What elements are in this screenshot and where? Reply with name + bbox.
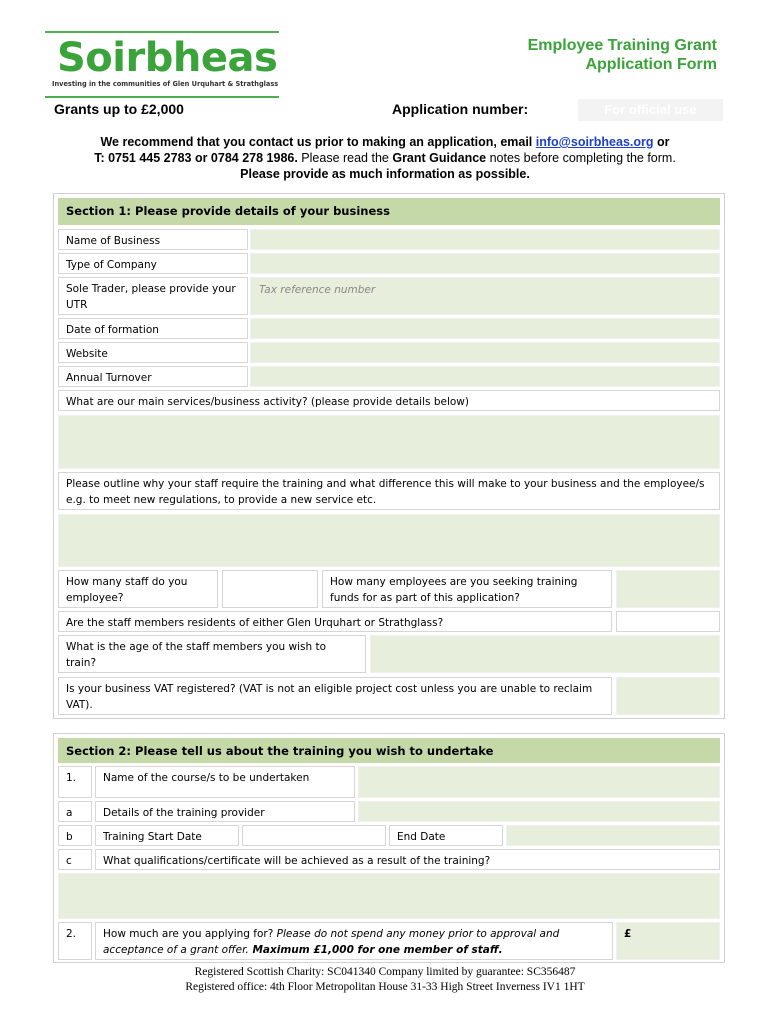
residents-label: Are the staff members residents of either Glen Urquhart or Strathglass?: [58, 611, 612, 632]
outline-training-field[interactable]: [58, 514, 720, 567]
application-number-label: Application number:: [392, 101, 529, 117]
email-link[interactable]: info@soirbheas.org: [535, 135, 654, 149]
grants-limit: Grants up to £2,000: [54, 101, 184, 117]
main-services-label: What are our main services/business activity? (please provide details below): [58, 390, 720, 411]
section-2: [53, 733, 725, 963]
row-letter-c: c: [58, 849, 92, 870]
employees-seeking-field[interactable]: [616, 570, 720, 608]
row-number-1: 1.: [58, 766, 92, 798]
intro-text: We recommend that you contact us prior to making an application, email info@soirbheas.org or T: 0751 445 2783 or 0784 278 1986. Please read the Grant Guidance notes before completing the form. Please provide as much information as possible.: [94, 135, 676, 181]
course-name-field[interactable]: [358, 766, 720, 798]
start-date-label: Training Start Date: [95, 825, 239, 846]
section-1: [53, 193, 725, 719]
form-title: Employee Training Grant Application Form: [527, 37, 717, 73]
annual-turnover-label: Annual Turnover: [58, 366, 248, 387]
type-of-company-label: Type of Company: [58, 253, 248, 274]
footer-charity: Registered Scottish Charity: SC041340 Company limited by guarantee: SC356487: [194, 966, 576, 978]
type-of-company-field[interactable]: [250, 253, 720, 274]
outline-training-label: Please outline why your staff require the training and what difference this will make to your business and the employee/s e.g. to meet new regulations, to provide a new service etc.: [58, 472, 720, 510]
row-letter-b: b: [58, 825, 92, 846]
qualifications-field[interactable]: [58, 873, 720, 919]
start-date-field[interactable]: [242, 825, 386, 846]
staff-count-label: How many staff do you employee?: [58, 570, 218, 608]
section-1-header: Section 1: Please provide details of your business: [58, 198, 720, 225]
qualifications-label: What qualifications/certificate will be achieved as a result of the training?: [95, 849, 720, 870]
annual-turnover-field[interactable]: [250, 366, 720, 387]
course-name-label: Name of the course/s to be undertaken: [95, 766, 355, 798]
grant-amount-label: How much are you applying for? Please do not spend any money prior to approval and acceptance of a grant offer. Maximum £1,000 for one member of staff.: [95, 922, 613, 960]
training-provider-field[interactable]: [358, 801, 720, 822]
row-letter-a: a: [58, 801, 92, 822]
footer-address: Registered office: 4th Floor Metropolitan House 31-33 High Street Inverness IV1 1HT: [185, 981, 585, 993]
row-number-2: 2.: [58, 922, 92, 960]
residents-field[interactable]: [616, 611, 720, 632]
end-date-label: End Date: [389, 825, 503, 846]
grant-amount-field[interactable]: £: [616, 922, 720, 960]
main-services-field[interactable]: [58, 415, 720, 469]
staff-count-field[interactable]: [222, 570, 318, 608]
date-of-formation-label: Date of formation: [58, 318, 248, 339]
sole-trader-utr-label: Sole Trader, please provide your UTR: [58, 277, 248, 315]
section-2-header: Section 2: Please tell us about the training you wish to undertake: [58, 738, 720, 763]
name-of-business-label: Name of Business: [58, 229, 248, 250]
training-provider-label: Details of the training provider: [95, 801, 355, 822]
logo-bottom-rule: [45, 96, 279, 98]
name-of-business-field[interactable]: [250, 229, 720, 250]
logo-tagline: Investing in the communities of Glen Urquhart & Strathglass: [52, 80, 279, 88]
end-date-field[interactable]: [506, 825, 720, 846]
staff-age-field[interactable]: [370, 635, 720, 673]
utr-field[interactable]: Tax reference number: [250, 277, 720, 315]
website-field[interactable]: [250, 342, 720, 363]
vat-field[interactable]: [616, 677, 720, 715]
application-number-field[interactable]: For official use: [578, 99, 723, 121]
logo-top-rule: [45, 31, 279, 33]
staff-age-label: What is the age of the staff members you wish to train?: [58, 635, 366, 673]
vat-label: Is your business VAT registered? (VAT is not an eligible project cost unless you are unable to reclaim VAT).: [58, 677, 612, 715]
logo: Soirbheas: [57, 35, 278, 81]
date-of-formation-field[interactable]: [250, 318, 720, 339]
employees-seeking-label: How many employees are you seeking training funds for as part of this application?: [322, 570, 612, 608]
website-label: Website: [58, 342, 248, 363]
